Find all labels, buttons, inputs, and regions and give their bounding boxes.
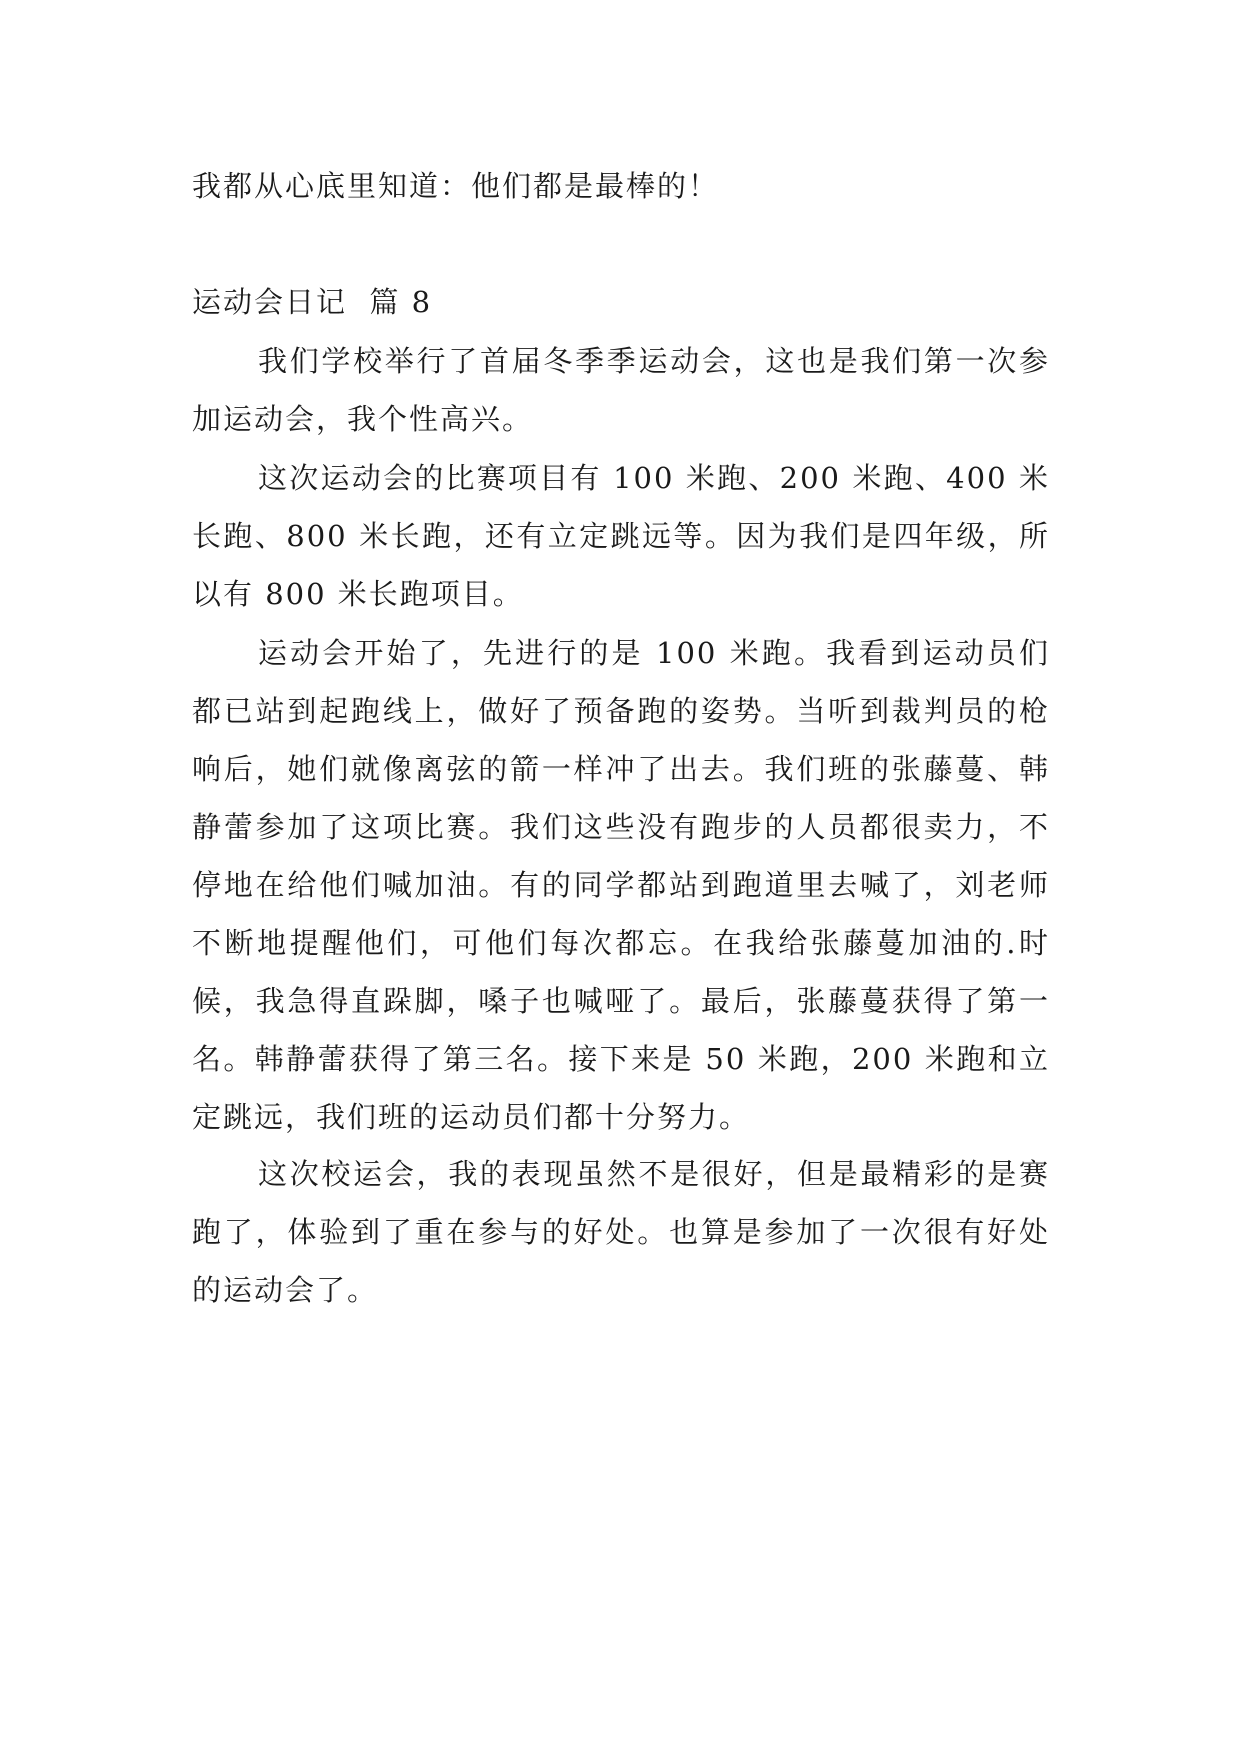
paragraph-3: 运动会开始了，先进行的是 100 米跑。我看到运动员们都已站到起跑线上，做好了预备跑的姿势。当听到裁判员的枪响后，她们就像离弦的箭一样冲了出去。我们班的张藤蔓、韩静蕾参加了这项比赛。我们这些没有跑步的人员都很卖力，不停地在给他们喊加油。有的同学都站到跑道里去喊了，刘老师不断地提醒他们，可他们每次都忘。在我给张藤蔓加油的.时候，我急得直跺脚，嗓子也喊哑了。最后，张藤蔓获得了第一名。韩静蕾获得了第三名。接下来是 50 米跑，200 米跑和立定跳远，我们班的运动员们都十分努力。 <box>192 636 1050 1134</box>
closing-line: 我都从心底里知道：他们都是最棒的！ <box>192 169 720 203</box>
diary-title: 运动会日记 篇 8 <box>192 285 433 319</box>
paragraph-1: 我们学校举行了首届冬季季运动会，这也是我们第一次参加运动会，我个性高兴。 <box>192 344 1050 436</box>
paragraph-2: 这次运动会的比赛项目有 100 米跑、200 米跑、400 米长跑、800 米长跑，还有立定跳远等。因为我们是四年级，所以有 800 米长跑项目。 <box>192 461 1050 611</box>
paragraph-4: 这次校运会，我的表现虽然不是很好，但是最精彩的是赛跑了，体验到了重在参与的好处。也算是参加了一次很有好处的运动会了。 <box>192 1157 1050 1307</box>
